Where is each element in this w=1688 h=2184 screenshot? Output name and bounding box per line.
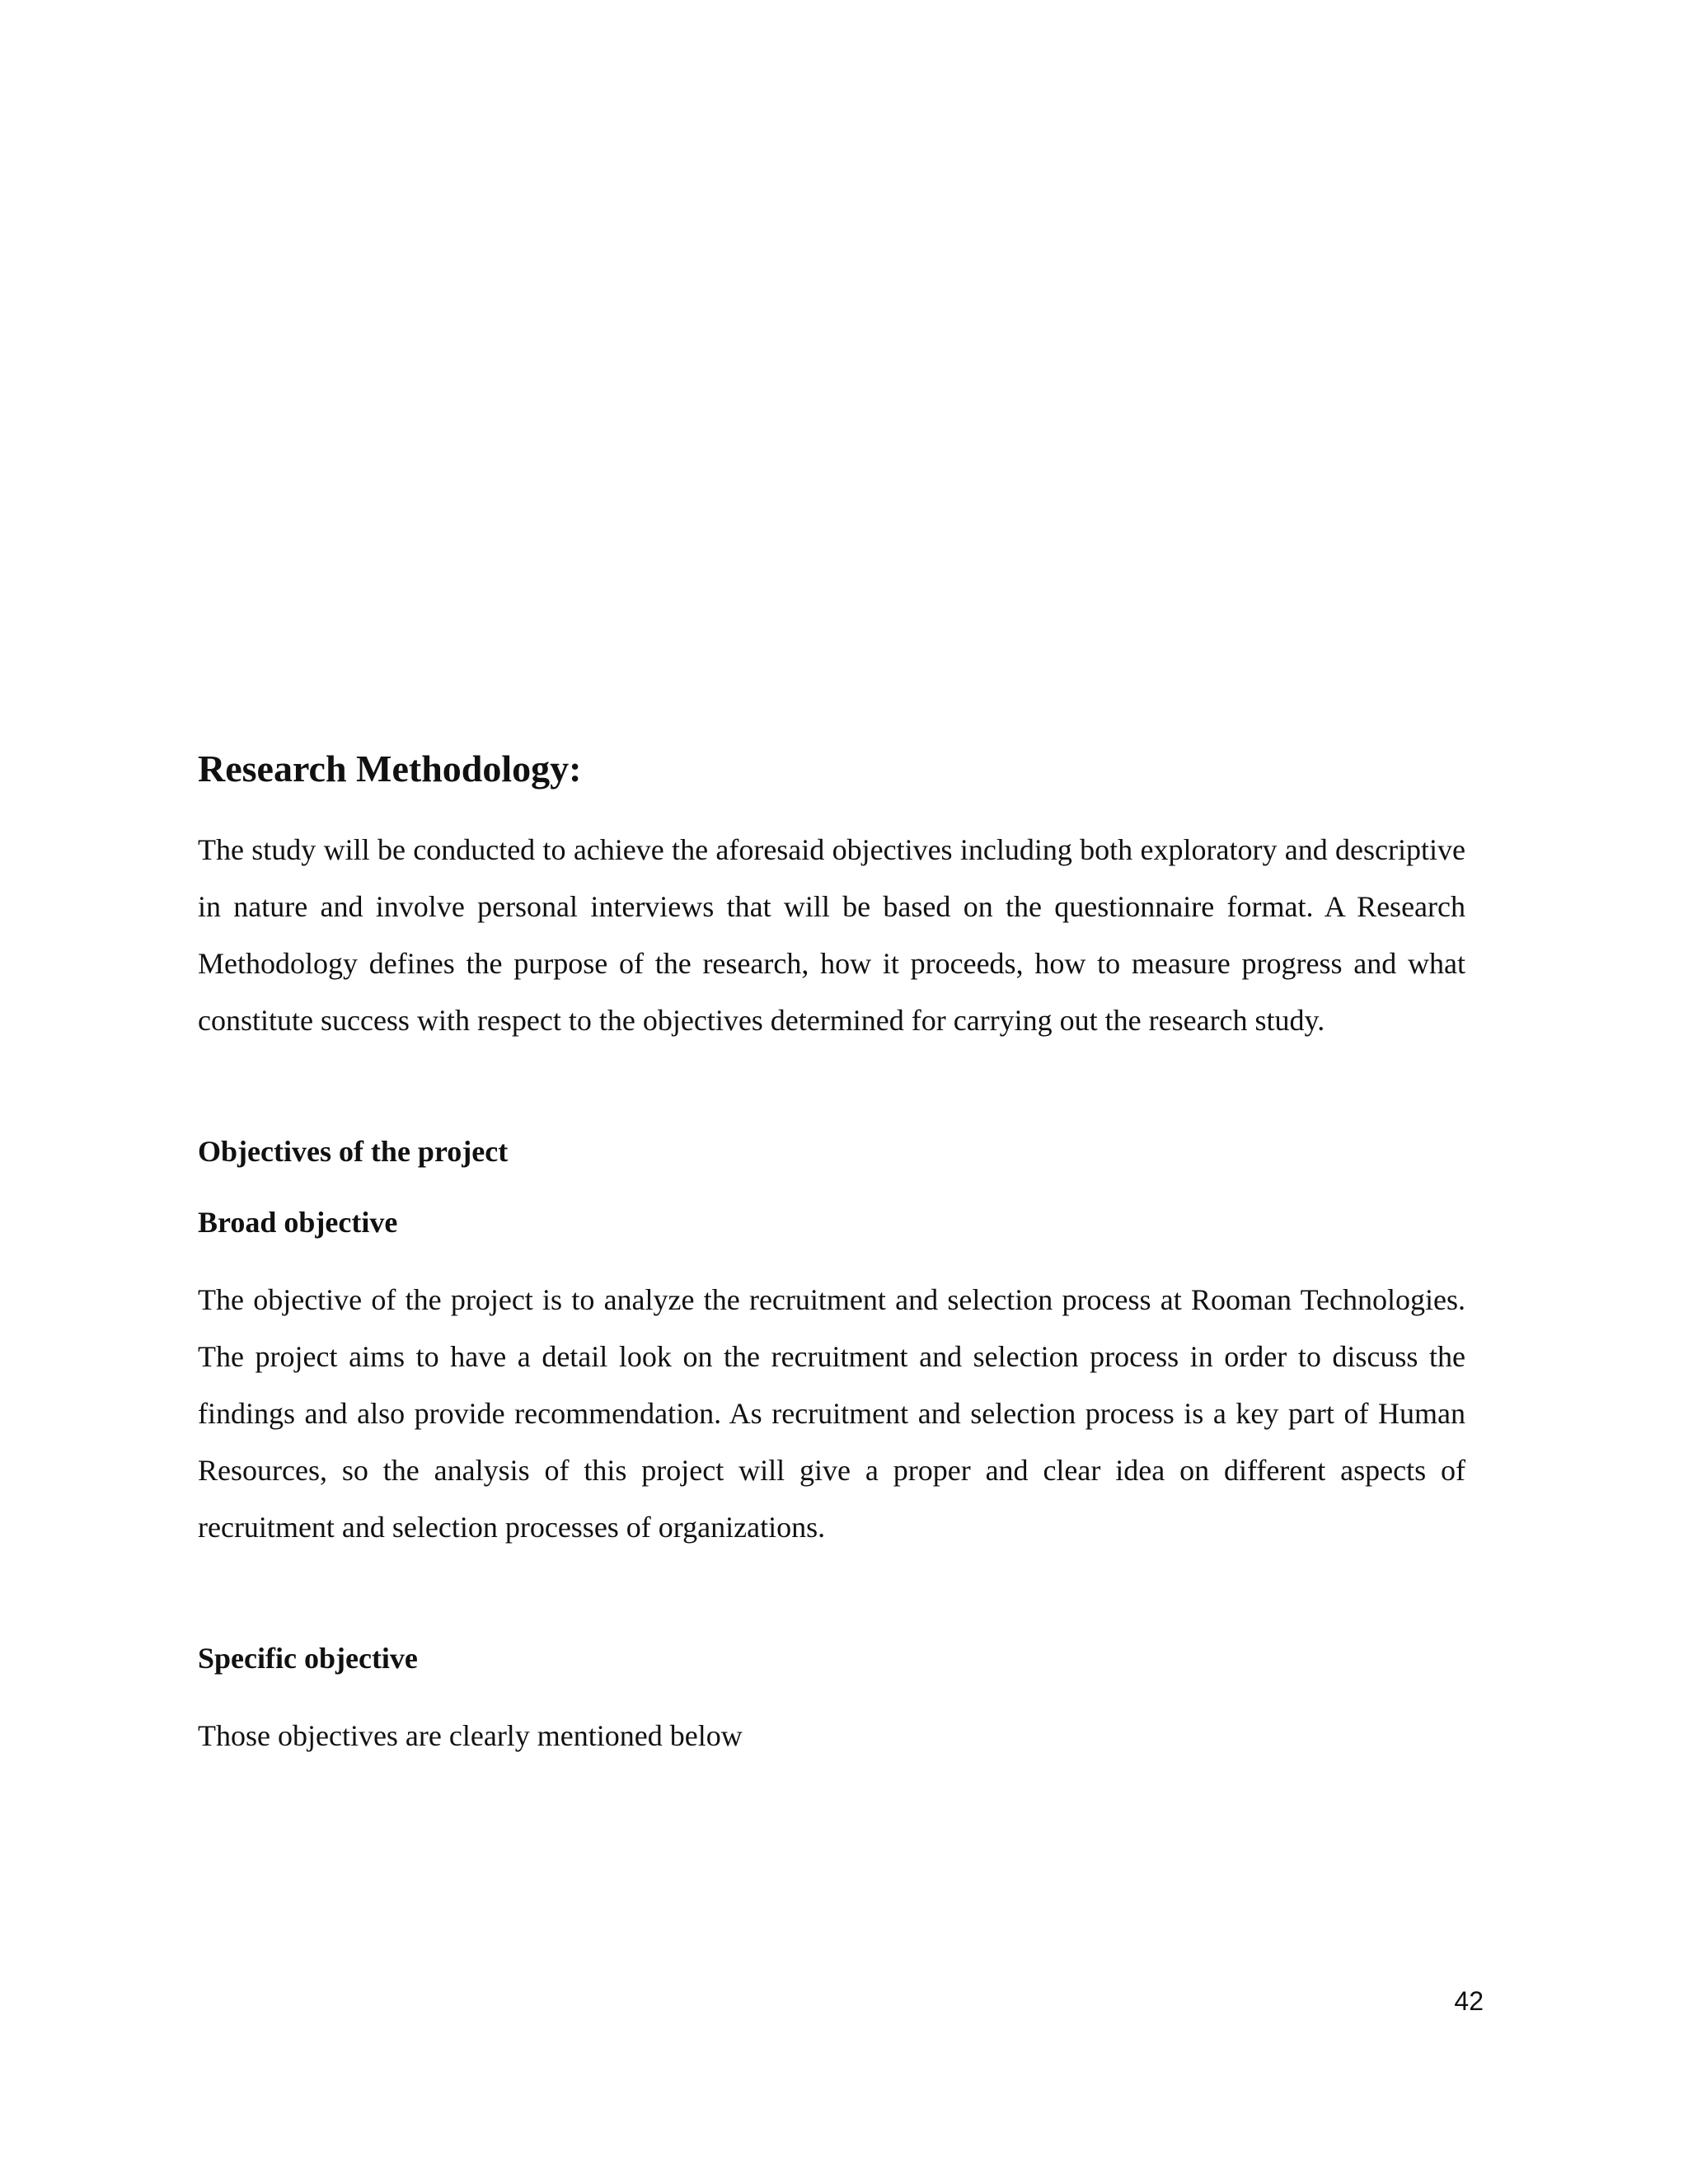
section-heading: Research Methodology:: [198, 748, 582, 790]
spacer: [198, 1173, 1465, 1201]
spacer: [198, 1049, 1465, 1130]
specific-objective-text: Those objectives are clearly mentioned below: [198, 1719, 743, 1752]
broad-objective-heading: Broad objective: [198, 1206, 398, 1239]
objectives-heading: Objectives of the project: [198, 1135, 509, 1168]
broad-objective-paragraph: The objective of the project is to analyze the recruitment and selection process at Rooman Technologies. The project aims to have a detail look on the recruitment and selection process in order to discuss the findings and also provide recommendation. As recruitment and selection process is a key part of Human Resources, so the analysis of this project will give a proper and clear idea on different aspects of recruitment and selection processes of organizations.: [198, 1283, 1465, 1544]
methodology-paragraph: The study will be conducted to achieve the aforesaid objectives including both exploratory and descriptive in nature and involve personal interviews that will be based on the questionnaire format. A Research Methodology defines the purpose of the research, how it proceeds, how to measure progress and what constitute success with respect to the objectives determined for carrying out the research study.: [198, 833, 1465, 1037]
specific-objective-heading: Specific objective: [198, 1642, 418, 1675]
spacer: [198, 1244, 1465, 1272]
spacer: [198, 1680, 1465, 1708]
page-number: 42: [1454, 1986, 1484, 2016]
spacer: [198, 1556, 1465, 1637]
page-content: [198, 746, 1465, 1765]
